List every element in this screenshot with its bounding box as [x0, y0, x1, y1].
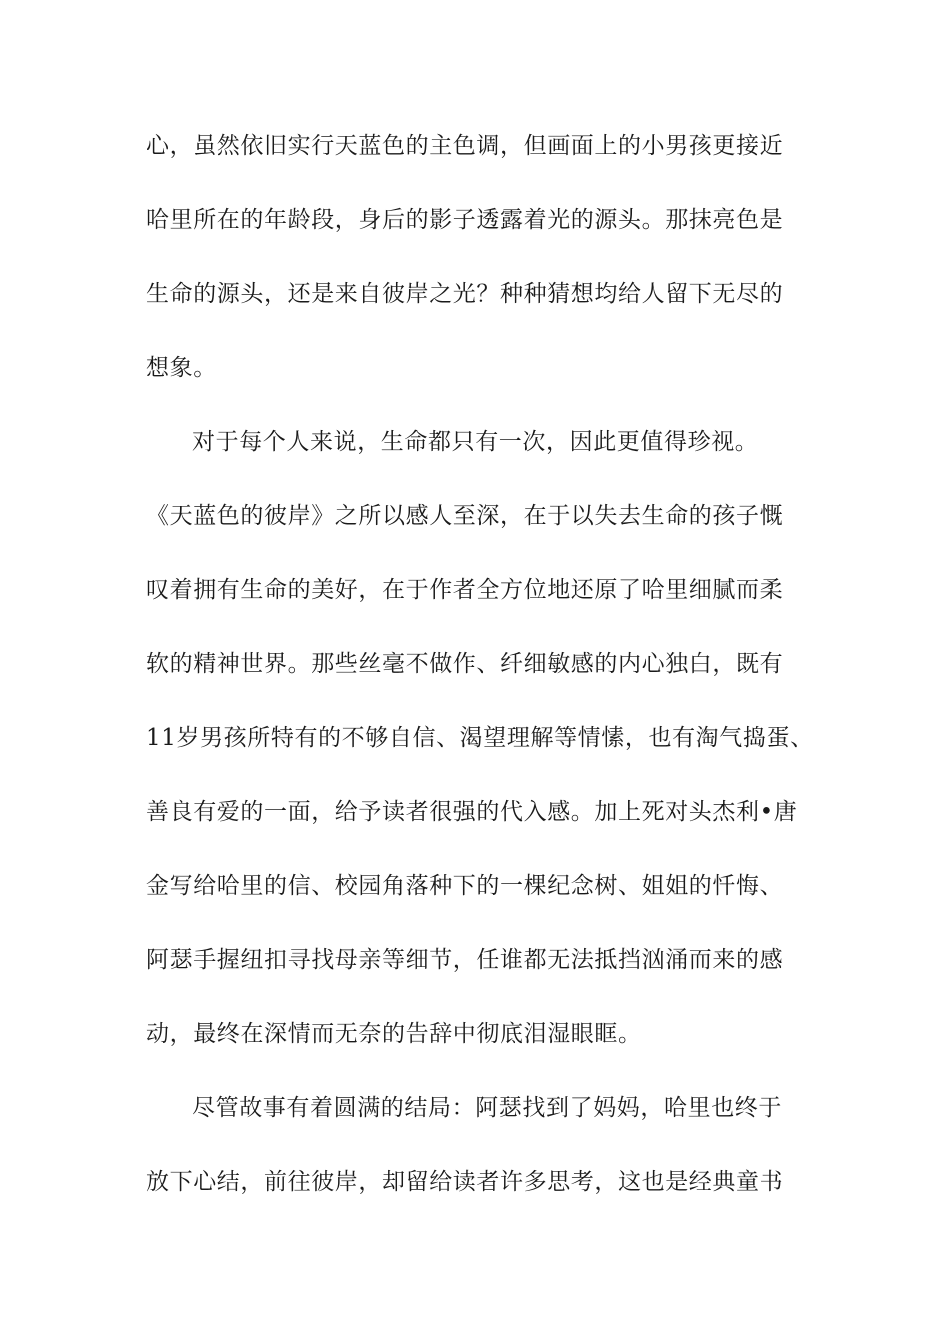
text-line: 哈里所在的年龄段，身后的影子透露着光的源头。那抹亮色是 [146, 207, 784, 233]
text-line: 金写给哈里的信、校园角落种下的一棵纪念树、姐姐的忏悔、 [146, 873, 784, 899]
text-line: 善良有爱的一面，给予读者很强的代入感。加上死对头杰利•唐 [146, 799, 798, 825]
text-line: 阿瑟手握纽扣寻找母亲等细节，任谁都无法抵挡汹涌而来的感 [146, 947, 784, 973]
paragraph-start-line: 尽管故事有着圆满的结局：阿瑟找到了妈妈，哈里也终于 [192, 1095, 782, 1121]
text-line: 想象。 [146, 355, 217, 381]
text-line: 动，最终在深情而无奈的告辞中彻底泪湿眼眶。 [146, 1021, 642, 1047]
text-line: 叹着拥有生命的美好，在于作者全方位地还原了哈里细腻而柔 [146, 577, 784, 603]
text-line: 生命的源头，还是来自彼岸之光？种种猜想均给人留下无尽的 [146, 281, 784, 307]
text-line: 软的精神世界。那些丝毫不做作、纤细敏感的内心独白，既有 [146, 651, 784, 677]
text-line: 11岁男孩所特有的不够自信、渴望理解等情愫，也有淘气捣蛋、 [146, 725, 814, 751]
body-text [146, 126, 814, 1236]
text-line: 心，虽然依旧实行天蓝色的主色调，但画面上的小男孩更接近 [146, 133, 784, 159]
text-line: 放下心结，前往彼岸，却留给读者许多思考，这也是经典童书 [146, 1169, 784, 1195]
text-line: 《天蓝色的彼岸》之所以感人至深，在于以失去生命的孩子慨 [146, 503, 784, 529]
paragraph-start-line: 对于每个人来说，生命都只有一次，因此更值得珍视。 [192, 429, 759, 455]
